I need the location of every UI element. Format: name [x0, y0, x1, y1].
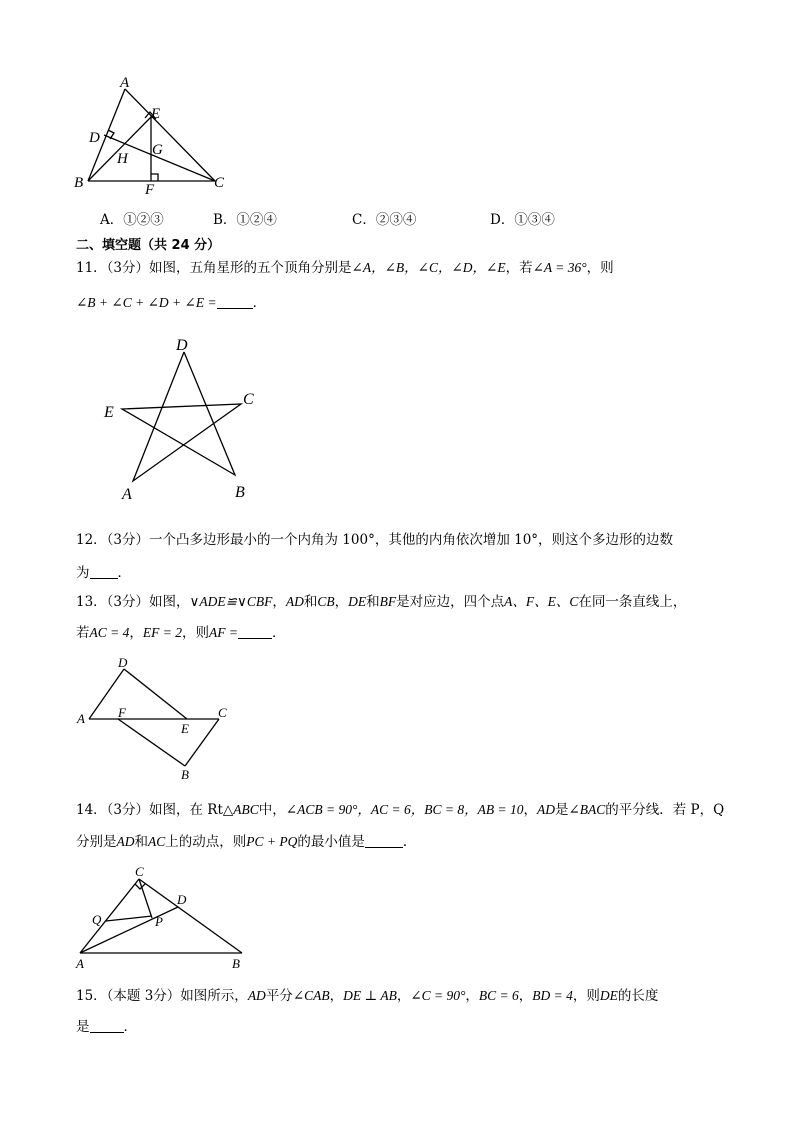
- q15-answer-blank[interactable]: [90, 1018, 124, 1033]
- q14-condition: ∠ACB = 90°，AC = 6，BC = 8，AB = 10: [285, 802, 524, 817]
- fig13-label-b: B: [181, 767, 189, 782]
- fig10-label-g: G: [152, 142, 163, 158]
- q13-line2: 若AC = 4，EF = 2，则AF = ．: [76, 625, 286, 641]
- choice-a[interactable]: [100, 208, 164, 228]
- fig14-label-p: P: [155, 914, 163, 929]
- q13-line1: 13．（3分）如图，∨ADE≌∨CBF，AD和CB，DE和BF是对应边，四个点A、F、E、C在同一条直线上，: [76, 594, 687, 610]
- fig11-label-c: C: [243, 391, 254, 408]
- q14-line1: 14．（3分）如图，在 Rt△ABC中，∠ACB = 90°，AC = 6，BC = 8，AB = 10，AD是∠BAC的平分线．若 P，Q: [76, 802, 725, 818]
- q11-line2: ∠B + ∠C + ∠D + ∠E = ．: [76, 295, 267, 311]
- q10-figure: [70, 72, 240, 198]
- q12-answer-blank[interactable]: [90, 564, 118, 579]
- choice-b[interactable]: [213, 208, 277, 228]
- fig11-label-d: D: [176, 337, 188, 354]
- fig10-label-h: H: [117, 151, 128, 167]
- fig11-label-b: B: [235, 484, 245, 501]
- choice-a-letter: A．: [100, 212, 124, 228]
- q11-star-figure: [100, 333, 270, 505]
- fig13-label-d: D: [118, 655, 128, 670]
- q11-answer-blank[interactable]: [217, 294, 253, 309]
- q15-line1: 15．（本题 3分）如图所示，AD平分∠CAB，DE ⊥ AB，∠C = 90°，BC = 6，BD = 4，则DE的长度: [76, 988, 659, 1004]
- choice-c-text: ②③④: [375, 212, 417, 228]
- fig14-label-b: B: [232, 956, 240, 971]
- choice-b-letter: B．: [213, 212, 237, 228]
- fig10-label-d: D: [89, 130, 100, 146]
- q14-figure: [72, 862, 252, 972]
- q13-congruence: ∨ADE≌∨CBF: [189, 594, 273, 609]
- fig11-label-a: A: [122, 486, 132, 503]
- fig10-label-b: B: [74, 175, 84, 191]
- fig13-label-c: C: [218, 705, 227, 720]
- q15-line2: 是 ．: [76, 1019, 137, 1035]
- choice-a-text: ①②③: [123, 212, 164, 228]
- choice-d-letter: D．: [490, 212, 515, 228]
- fig14-label-c: C: [135, 864, 144, 879]
- q13-figure: [72, 653, 242, 785]
- choice-c-letter: C．: [352, 212, 376, 228]
- choice-d[interactable]: [490, 208, 555, 228]
- fig13-label-f: F: [118, 705, 126, 720]
- choice-b-text: ①②④: [236, 212, 277, 228]
- fig11-label-e: E: [104, 404, 114, 421]
- fig14-label-d: D: [177, 892, 187, 907]
- fig14-label-a: A: [76, 956, 84, 971]
- fig13-label-a: A: [77, 711, 85, 726]
- q11-condition: ∠A = 36°: [532, 260, 587, 275]
- q12-line1: 12．（3分）一个凸多边形最小的一个内角为 100°，其他的内角依次增加 10°，则这个多边形的边数: [76, 532, 674, 548]
- choice-d-text: ①③④: [514, 212, 555, 228]
- fig14-label-q: Q: [92, 912, 102, 927]
- choice-c[interactable]: [352, 208, 416, 228]
- q13-answer-blank[interactable]: [238, 624, 272, 639]
- fig10-label-f: F: [145, 182, 155, 198]
- q11-angles: ∠A，∠B，∠C，∠D，∠E: [351, 260, 506, 275]
- q12-line2: 为 ．: [76, 565, 131, 581]
- fig13-label-e: E: [181, 721, 189, 736]
- q11-line1: 11．（3分）如图，五角星形的五个顶角分别是∠A，∠B，∠C，∠D，∠E，若∠A = 36°，则: [76, 260, 614, 276]
- fig10-label-e: E: [151, 106, 161, 122]
- fig10-label-c: C: [214, 175, 225, 191]
- section-title: 二、填空题（共 24 分）: [76, 238, 221, 253]
- q11-expression: ∠B + ∠C + ∠D + ∠E =: [76, 295, 217, 310]
- q14-answer-blank[interactable]: [365, 833, 403, 848]
- fig10-label-a: A: [120, 75, 130, 91]
- q14-line2: 分别是AD和AC上的动点，则PC + PQ的最小值是 ．: [76, 834, 417, 850]
